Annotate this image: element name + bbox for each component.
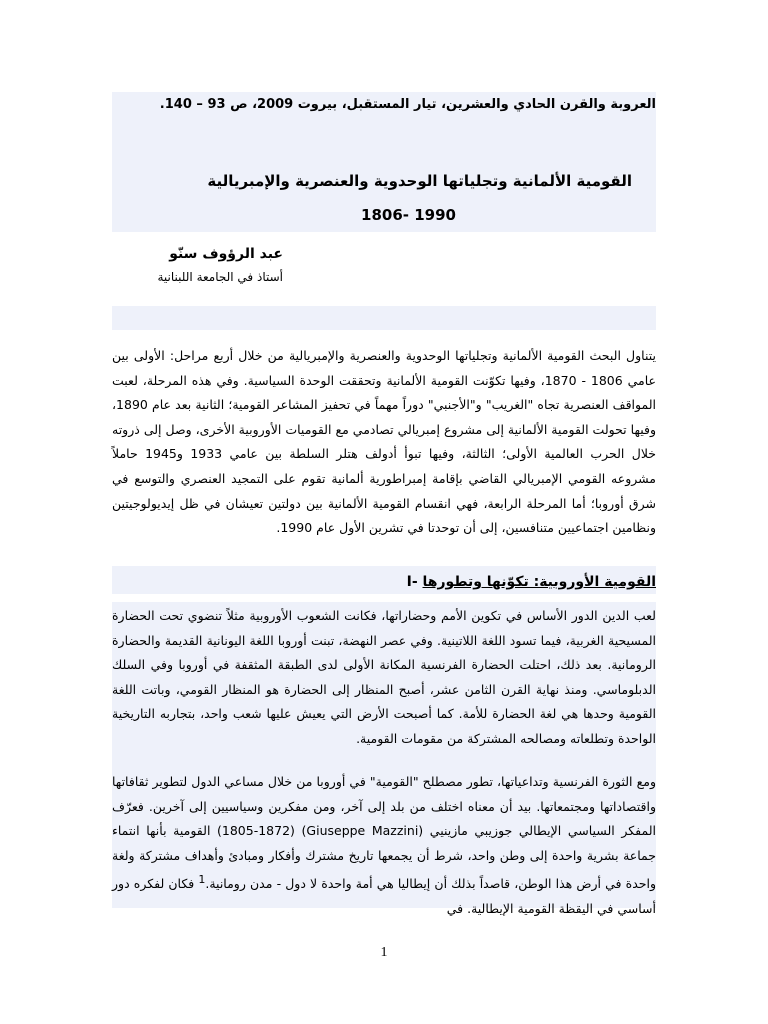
footnote-marker[interactable]: 1 <box>198 873 206 887</box>
section-paragraph-1: لعب الدين الدور الأساس في تكوين الأمم وحضاراتها، فكانت الشعوب الأوروبية مثلاً تنضوي تحت الحضارة المسيحية الغربية، فيما تسود اللغة اللاتينية. وفي عصر النهضة، تبنت أوروبا اللغة اليونانية القديمة والحضارة الرومانية. بعد ذلك، احتلت الحضارة الفرنسية المكانة الأولى لدى الطبقة المثقفة في أوروبا وفي السلك الدبلوماسي. ومنذ نهاية القرن الثامن عشر، أصبح المنظار إلى الحضارة هو المنظار القومي، وباتت اللغة القومية وحدها هي لغة الحضارة للأمة. كما أصبحت الأرض التي يعيش عليها شعب واحد، بتجاربه التاريخية الواحدة وتطلعاته ومصالحه المشتركة من مقومات القومية. <box>112 608 656 746</box>
article-title: القومية الألمانية وتجلياتها الوحدوية والعنصرية والإمبريالية <box>207 172 632 190</box>
section-paragraph-2 <box>112 770 656 922</box>
page-number: 1 <box>380 945 388 960</box>
author-affiliation: أستاذ في الجامعة اللبنانية <box>157 270 283 284</box>
paragraph-2-continuation: فكان لفكره دور أساسي في اليقظة القومية الإيطالية. في <box>112 876 656 917</box>
section-heading <box>407 574 656 590</box>
spacer-band <box>112 306 656 330</box>
abstract-paragraph: يتناول البحث القومية الألمانية وتجلياتها الوحدوية والعنصرية والإمبريالية من خلال أربع مراحل: الأولى بين عامي 1806 - 1870، وفيها تكوّنت القومية الألمانية وتحققت الوحدة السياسية. وفي هذه المرحلة، لعبت المواقف العنصرية تجاه "الغريب" و"الأجنبي" دوراً مهماً في تحفيز المشاعر القومية؛ الثانية بعد عام 1890، وفيها تحولت القومية الألمانية إلى مشروع إمبريالي تصادمي مع القوميات الأوروبية الأخرى، وصل إلى ذروته خلال الحرب العالمية الأولى؛ الثالثة، وفيها تبوأ أدولف هتلر السلطة بين عامي 1933 و1945 حاملاً مشروعه القومي الإمبريالي القاضي بإقامة إمبراطورية ألمانية تقوم على التمجيد العنصري والتوسع في شرق أوروبا؛ أما المرحلة الرابعة، فهي انقسام القومية الألمانية بين دولتين تعيشان في ظل إيديولوجيتين ونظامين اجتماعيين متنافسين، إلى أن توحدتا في تشرين الأول عام 1990. <box>112 348 657 536</box>
article-years: 1806- 1990 <box>361 206 456 224</box>
paragraph-2-text: ومع الثورة الفرنسية وتداعياتها، تطور مصطلح "القومية" في أوروبا من خلال مساعي الدول لتطوير ثقافاتها واقتصاداتها ومجتمعاتها. بيد أن معناه اختلف من بلد إلى آخر، ومن مفكرين وسياسيين إلى آخرين. فعرّف المفكر السياسي الإيطالي جوزيبي مازينيي (Giuseppe Mazzini) (1805-1872) القومية بأنها انتماء جماعة بشرية واحدة إلى وطن واحد، شرط أن يجمعها تاريخ مشترك وأفكار ومبادئ وأهداف مشتركة ولغة واحدة في أرض هذا الوطن، قاصداً بذلك أن إيطاليا هي أمة واحدة لا دول - مدن رومانية. <box>112 774 656 892</box>
section-number: I- <box>406 574 418 590</box>
citation: العروبة والقرن الحادي والعشرين، تيار المستقبل، بيروت 2009، ص 93 – 140. <box>159 97 656 112</box>
author-name: عبد الرؤوف سنّو <box>169 246 283 262</box>
section-title: القومية الأوروبية: تكوّنها وتطورها <box>422 574 656 590</box>
